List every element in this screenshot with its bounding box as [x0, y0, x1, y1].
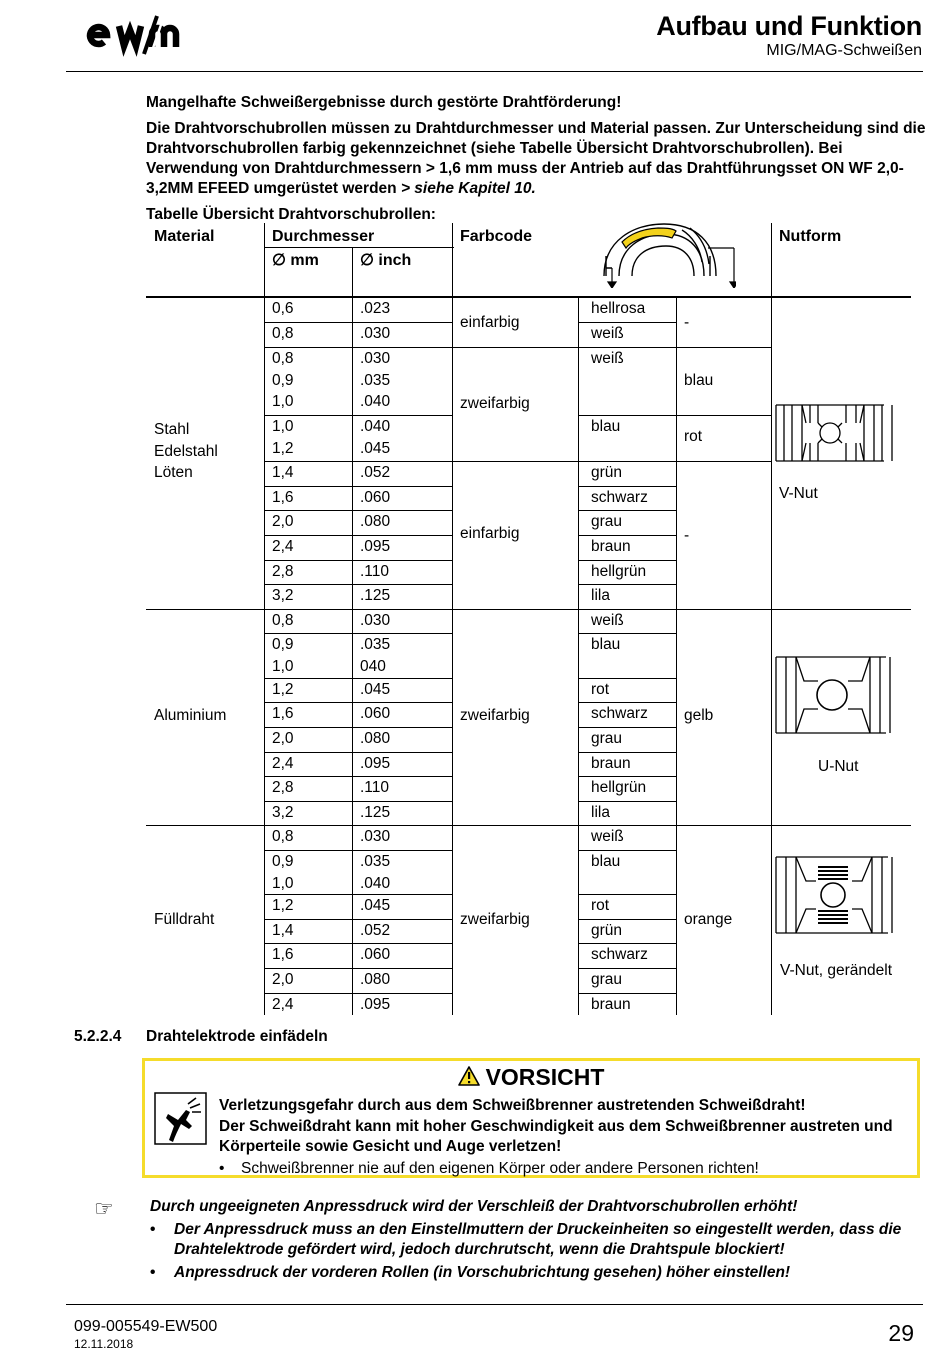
row-mm: 2,8: [272, 563, 294, 580]
row-mm: 3,2: [272, 804, 294, 821]
row-color: grau: [591, 513, 623, 530]
table-rule: [578, 943, 676, 944]
row-inch: .045: [360, 897, 391, 914]
row-mm: 1,6: [272, 489, 294, 506]
row-inch: .095: [360, 996, 391, 1013]
table-rule: [264, 850, 452, 851]
header-inch: ∅ inch: [360, 252, 412, 269]
table-rule: [578, 322, 676, 323]
row-mm: 3,2: [272, 587, 294, 604]
chapter-crossref-link[interactable]: > siehe Kapitel 10.: [400, 180, 536, 197]
table-rule: [264, 919, 452, 920]
table-rule: [578, 678, 676, 679]
row-mm: 0,9 1,0: [272, 853, 294, 892]
table-rule: [578, 801, 676, 802]
caution-title: VORSICHT: [485, 1064, 605, 1090]
table-rule: [578, 297, 579, 1015]
row-mm: 2,0: [272, 971, 294, 988]
row-inch: .040 .045: [360, 418, 391, 457]
intro-paragraph-text: Die Drahtvorschubrollen müssen zu Drahtdurchmesser und Material passen. Zur Unterscheidung sind die Drahtvorschubrollen farbig gekennzeichnet (siehe Tabelle Übersicht Drahtvorschubrollen). Bei Verwendung von Drahtdurchmessern > 1,6 mm muss der Antrieb auf das Drahtführungsset ON WF 2,0-3,2MM EFEED umgerüstet werden: [146, 120, 926, 197]
table-rule: [264, 609, 452, 610]
note-bullet-1: • Der Anpressdruck muss an den Einstellmuttern der Druckeinheiten so eingestellt werden, dass die Drahtelektrode gefördert wird, jedoch durchrutscht, wenn die Drahtspule blockiert!: [150, 1221, 902, 1258]
row-inch: .045: [360, 681, 391, 698]
table-rule: [146, 609, 264, 610]
row-mm: 0,8: [272, 612, 294, 629]
row-mm: 2,8: [272, 779, 294, 796]
caution-line-1: Verletzungsgefahr durch aus dem Schweißbrenner austretenden Schweißdraht!: [219, 1097, 806, 1114]
table-rule: [264, 752, 452, 753]
table-rule: [578, 461, 676, 462]
table-rule: [578, 894, 676, 895]
row-inch: .035 .040: [360, 853, 391, 892]
table-rule: [578, 486, 676, 487]
row-inch: .060: [360, 489, 391, 506]
header-material: Material: [154, 228, 215, 245]
caution-bullet: • Schweißbrenner nie auf den eigenen Körper oder andere Personen richten!: [219, 1160, 759, 1177]
table-rule: [264, 633, 452, 634]
row-color: braun: [591, 996, 631, 1013]
row-color: braun: [591, 538, 631, 555]
table-rule: [264, 894, 452, 895]
table-rule: [264, 825, 452, 826]
section-title: Drahtelektrode einfädeln: [146, 1028, 328, 1045]
header-colorcode: Farbcode: [460, 228, 533, 245]
note-text: Durch ungeeigneten Anpressdruck wird der Verschleiß der Drahtvorschubrollen erhöht!: [150, 1198, 798, 1215]
row-color: blau: [591, 418, 621, 435]
warning-triangle-icon: [458, 1066, 480, 1086]
row-color: grau: [591, 730, 623, 747]
row-mm: 1,0 1,2: [272, 418, 294, 457]
table-rule: [578, 510, 676, 511]
row-inch: .095: [360, 538, 391, 555]
table-rule: [578, 609, 676, 610]
table-rule: [264, 415, 452, 416]
table-rule: [452, 609, 578, 610]
header-divider: [66, 71, 923, 72]
u-groove-diagram: [774, 655, 894, 735]
row-inch: .030: [360, 828, 391, 845]
table-rule: [578, 752, 676, 753]
second-color-2: blau: [684, 372, 714, 389]
groove-u: U-Nut: [818, 758, 859, 775]
table-rule: [264, 968, 452, 969]
table-rule: [578, 993, 676, 994]
note-bullet-2: • Anpressdruck der vorderen Rollen (in Vorschubrichtung gesehen) höher einstellen!: [150, 1264, 791, 1281]
row-inch: .035 040: [360, 636, 391, 675]
colortype-steel-2: zweifarbig: [460, 395, 530, 412]
table-rule: [676, 461, 771, 462]
table-rule: [771, 825, 911, 826]
row-mm: 2,0: [272, 513, 294, 530]
page-number: 29: [888, 1320, 914, 1346]
table-rule: [264, 993, 452, 994]
row-mm: 1,4: [272, 464, 294, 481]
table-rule: [452, 223, 453, 1015]
row-color: grau: [591, 971, 623, 988]
row-mm: 0,6: [272, 300, 294, 317]
row-mm: 2,4: [272, 755, 294, 772]
header-diameter: Durchmesser: [272, 228, 375, 245]
row-inch: .060: [360, 946, 391, 963]
page-subtitle: MIG/MAG-Schweißen: [766, 42, 922, 59]
row-mm: 2,0: [272, 730, 294, 747]
table-caption: Tabelle Übersicht Drahtvorschubrollen:: [146, 206, 436, 223]
table-rule: [264, 535, 452, 536]
section-number: 5.2.2.4: [74, 1028, 122, 1045]
row-inch: .080: [360, 513, 391, 530]
table-rule: [578, 584, 676, 585]
row-mm: 1,6: [272, 946, 294, 963]
note-bullet-1-text: Der Anpressdruck muss an den Einstellmuttern der Druckeinheiten so eingestellt werden, dass die Drahtelektrode gefördert wird, jedoch durchrutscht, wenn die Drahtspule blockiert!: [174, 1221, 902, 1258]
note-block: [150, 1197, 920, 1283]
table-rule: [264, 461, 452, 462]
row-inch: .080: [360, 971, 391, 988]
second-color-4: -: [684, 527, 690, 544]
table-rule: [146, 296, 911, 298]
row-inch: .052: [360, 464, 391, 481]
row-mm: 2,4: [272, 996, 294, 1013]
feed-roll-table: [146, 223, 911, 1015]
row-mm: 0,8: [272, 828, 294, 845]
row-color: rot: [591, 681, 610, 698]
table-rule: [264, 560, 452, 561]
row-color: schwarz: [591, 489, 648, 506]
table-rule: [264, 943, 452, 944]
second-color-5: gelb: [684, 707, 714, 724]
knurled-v-groove-diagram: [774, 855, 896, 935]
material-steel: Stahl Edelstahl Löten: [154, 421, 218, 481]
row-color: hellgrün: [591, 779, 647, 796]
table-rule: [578, 702, 676, 703]
table-rule: [578, 727, 676, 728]
row-mm: 0,9 1,0: [272, 636, 294, 675]
table-rule: [578, 776, 676, 777]
row-inch: .125: [360, 587, 391, 604]
second-color-3: rot: [684, 428, 703, 445]
row-inch: .060: [360, 705, 391, 722]
table-rule: [264, 584, 452, 585]
page-title: Aufbau und Funktion: [656, 11, 922, 41]
table-rule: [264, 702, 452, 703]
row-color: schwarz: [591, 705, 648, 722]
table-rule: [264, 247, 454, 248]
row-mm: 1,2: [272, 681, 294, 698]
row-mm: 1,6: [272, 705, 294, 722]
row-color: weiß: [591, 325, 624, 342]
row-color: blau: [591, 853, 621, 870]
table-rule: [771, 223, 772, 1015]
table-rule: [578, 633, 676, 634]
table-rule: [771, 609, 911, 610]
row-mm: 0,8 0,9 1,0: [272, 350, 294, 410]
ewm-logo: [80, 10, 220, 60]
hand-injury-icon: [154, 1092, 207, 1145]
caution-heading: [145, 1064, 917, 1091]
table-rule: [578, 968, 676, 969]
table-rule: [578, 347, 676, 348]
row-color: weiß: [591, 350, 624, 367]
table-rule: [264, 727, 452, 728]
row-inch: .052: [360, 922, 391, 939]
row-inch: .110: [360, 779, 390, 796]
colortype-aluminium: zweifarbig: [460, 707, 530, 724]
row-inch: .110: [360, 563, 390, 580]
row-color: lila: [591, 804, 610, 821]
header-mm: ∅ mm: [272, 252, 319, 269]
note-bullet-2-text: Anpressdruck der vorderen Rollen (in Vorschubrichtung gesehen) höher einstellen!: [174, 1264, 791, 1281]
colortype-steel-1: einfarbig: [460, 314, 520, 331]
table-rule: [578, 919, 676, 920]
table-rule: [352, 247, 353, 1015]
row-inch: .080: [360, 730, 391, 747]
row-inch: .030: [360, 612, 391, 629]
table-rule: [578, 535, 676, 536]
second-color-1: -: [684, 314, 690, 331]
table-rule: [264, 678, 452, 679]
caution-bullet-text: Schweißbrenner nie auf den eigenen Körper oder andere Personen richten!: [241, 1160, 759, 1177]
table-rule: [264, 322, 452, 323]
table-rule: [264, 223, 265, 1015]
table-rule: [578, 850, 676, 851]
row-color: braun: [591, 755, 631, 772]
row-mm: 1,2: [272, 897, 294, 914]
table-rule: [264, 776, 452, 777]
groove-v: V-Nut: [779, 485, 818, 502]
row-color: grün: [591, 922, 623, 939]
caution-box: [142, 1058, 920, 1178]
row-color: grün: [591, 464, 623, 481]
footer-divider: [66, 1304, 923, 1305]
row-color: rot: [591, 897, 610, 914]
colortype-steel-3: einfarbig: [460, 525, 520, 542]
header-groove: Nutform: [779, 228, 842, 245]
row-mm: 0,8: [272, 325, 294, 342]
row-mm: 2,4: [272, 538, 294, 555]
row-mm: 1,4: [272, 922, 294, 939]
material-flux-cored: Fülldraht: [154, 911, 215, 928]
second-color-6: orange: [684, 911, 733, 928]
intro-block: [146, 93, 926, 225]
pointing-hand-icon: ☞: [94, 1196, 114, 1221]
intro-warning-heading: Mangelhafte Schweißergebnisse durch gestörte Drahtförderung!: [146, 94, 622, 111]
intro-paragraph: [146, 119, 926, 199]
table-rule: [578, 825, 676, 826]
v-groove-diagram: [774, 403, 894, 463]
document-date: 12.11.2018: [74, 1337, 134, 1351]
table-rule: [676, 297, 677, 1015]
document-number: 099-005549-EW500: [74, 1318, 218, 1335]
table-rule: [264, 347, 452, 348]
table-rule: [578, 560, 676, 561]
groove-v-knurled: V-Nut, gerändelt: [780, 962, 893, 979]
table-rule: [676, 415, 771, 416]
colortype-flux-cored: zweifarbig: [460, 911, 530, 928]
row-inch: .095: [360, 755, 391, 772]
feed-roller-illustration: [586, 218, 736, 288]
table-rule: [452, 461, 578, 462]
row-color: weiß: [591, 828, 624, 845]
table-rule: [578, 415, 676, 416]
table-rule: [264, 801, 452, 802]
row-color: lila: [591, 587, 610, 604]
table-rule: [676, 347, 771, 348]
row-color: hellgrün: [591, 563, 647, 580]
caution-line-2: Der Schweißdraht kann mit hoher Geschwindigkeit aus dem Schweißbrenner austreten und Körperteile sowie Gesicht und Auge verletzen!: [219, 1118, 893, 1155]
table-rule: [264, 486, 452, 487]
row-inch: .023: [360, 300, 391, 317]
row-color: hellrosa: [591, 300, 646, 317]
table-rule: [452, 347, 578, 348]
row-inch: .030: [360, 325, 391, 342]
row-color: blau: [591, 636, 621, 653]
row-inch: .030 .035 .040: [360, 350, 391, 410]
table-rule: [264, 510, 452, 511]
material-aluminium: Aluminium: [154, 707, 227, 724]
table-rule: [676, 825, 771, 826]
row-color: schwarz: [591, 946, 648, 963]
table-rule: [146, 825, 264, 826]
table-rule: [452, 825, 578, 826]
row-color: weiß: [591, 612, 624, 629]
row-inch: .125: [360, 804, 391, 821]
table-rule: [676, 609, 771, 610]
